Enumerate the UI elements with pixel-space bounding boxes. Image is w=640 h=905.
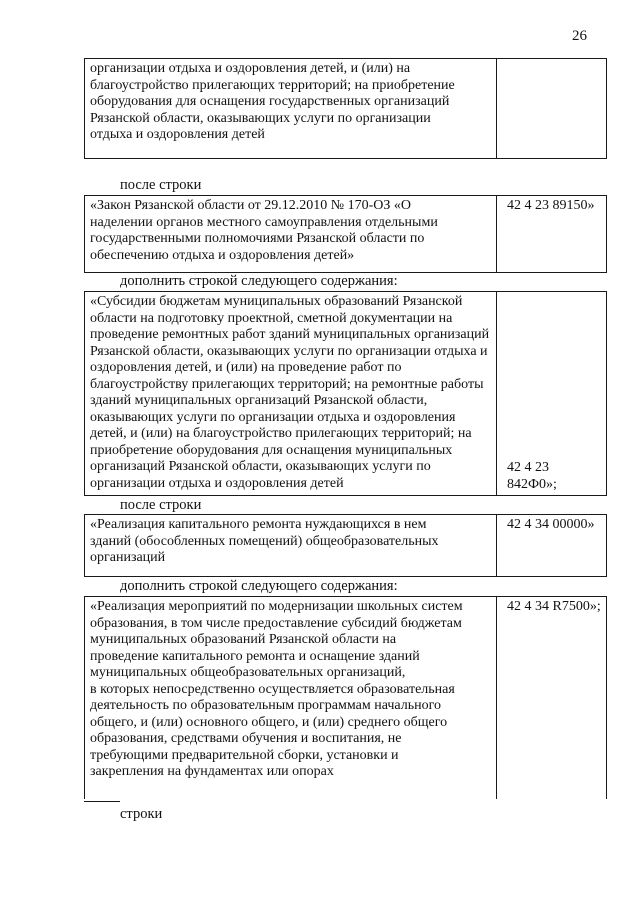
row-code: 42 4 23 89150»	[507, 198, 595, 213]
table-row	[84, 596, 607, 799]
row-text: «Реализация капитального ремонта нуждающихся в нем зданий (обособленных помещений) общеобразовательных организаций	[85, 515, 497, 576]
instruction-after-row: после строки	[120, 497, 202, 513]
row-code: 42 4 34 00000»	[507, 517, 595, 532]
row-text: организации отдыха и оздоровления детей, и (или) на благоустройство прилегающих территорий; на приобретение оборудования для оснащения государственных организаций Рязанской области, оказывающих услуги по организации отдыха и оздоровления детей	[85, 59, 497, 158]
row-code: 42 4 23 842Ф0»;	[507, 460, 557, 492]
table-row	[84, 291, 607, 496]
row-code: 42 4 34 R7500»;	[507, 599, 601, 614]
table-row	[84, 58, 607, 159]
instruction-after-row: после строки	[120, 177, 202, 193]
divider	[84, 801, 120, 802]
instruction-add-row: дополнить строкой следующего содержания:	[120, 578, 398, 594]
row-text: «Закон Рязанской области от 29.12.2010 № 170-ОЗ «О наделении органов местного самоуправления отдельными государственными полномочиями Рязанской области по обеспечению отдыха и оздоровления детей»	[85, 196, 497, 272]
row-text: «Реализация мероприятий по модернизации школьных систем образования, в том числе предоставление субсидий бюджетам муниципальных образований Рязанской области на проведение капитального ремонта и оснащение зданий муниципальных общеобразовательных организаций, в которых непосредственно осуществляется образовательная деятельность по образовательным программам начального общего, и (или) основного общего, и (или) среднего общего образования, средствами обучения и воспитания, не требующими предварительной сборки, установки и закрепления на фундаментах или опорах	[85, 597, 497, 799]
table-row	[84, 195, 607, 273]
instruction-add-row: дополнить строкой следующего содержания:	[120, 273, 398, 289]
row-text: «Субсидии бюджетам муниципальных образований Рязанской области на подготовку проектной, сметной документации на проведение ремонтных работ зданий муниципальных организаций Рязанской области, оказывающих услуги по организации отдыха и оздоровления детей, и (или) на проведение работ по благоустройству прилегающих территорий; на ремонтные работы зданий муниципальных организаций Рязанской области, оказывающих услуги по организации отдыха и оздоровления детей, и (или) на благоустройство прилегающих территорий; на приобретение оборудования для оснащения муниципальных организаций Рязанской области, оказывающих услуги по организации отдыха и оздоровления детей	[85, 292, 497, 495]
page-number: 26	[572, 28, 587, 44]
table-row	[84, 514, 607, 577]
instruction-rows: строки	[120, 806, 163, 822]
